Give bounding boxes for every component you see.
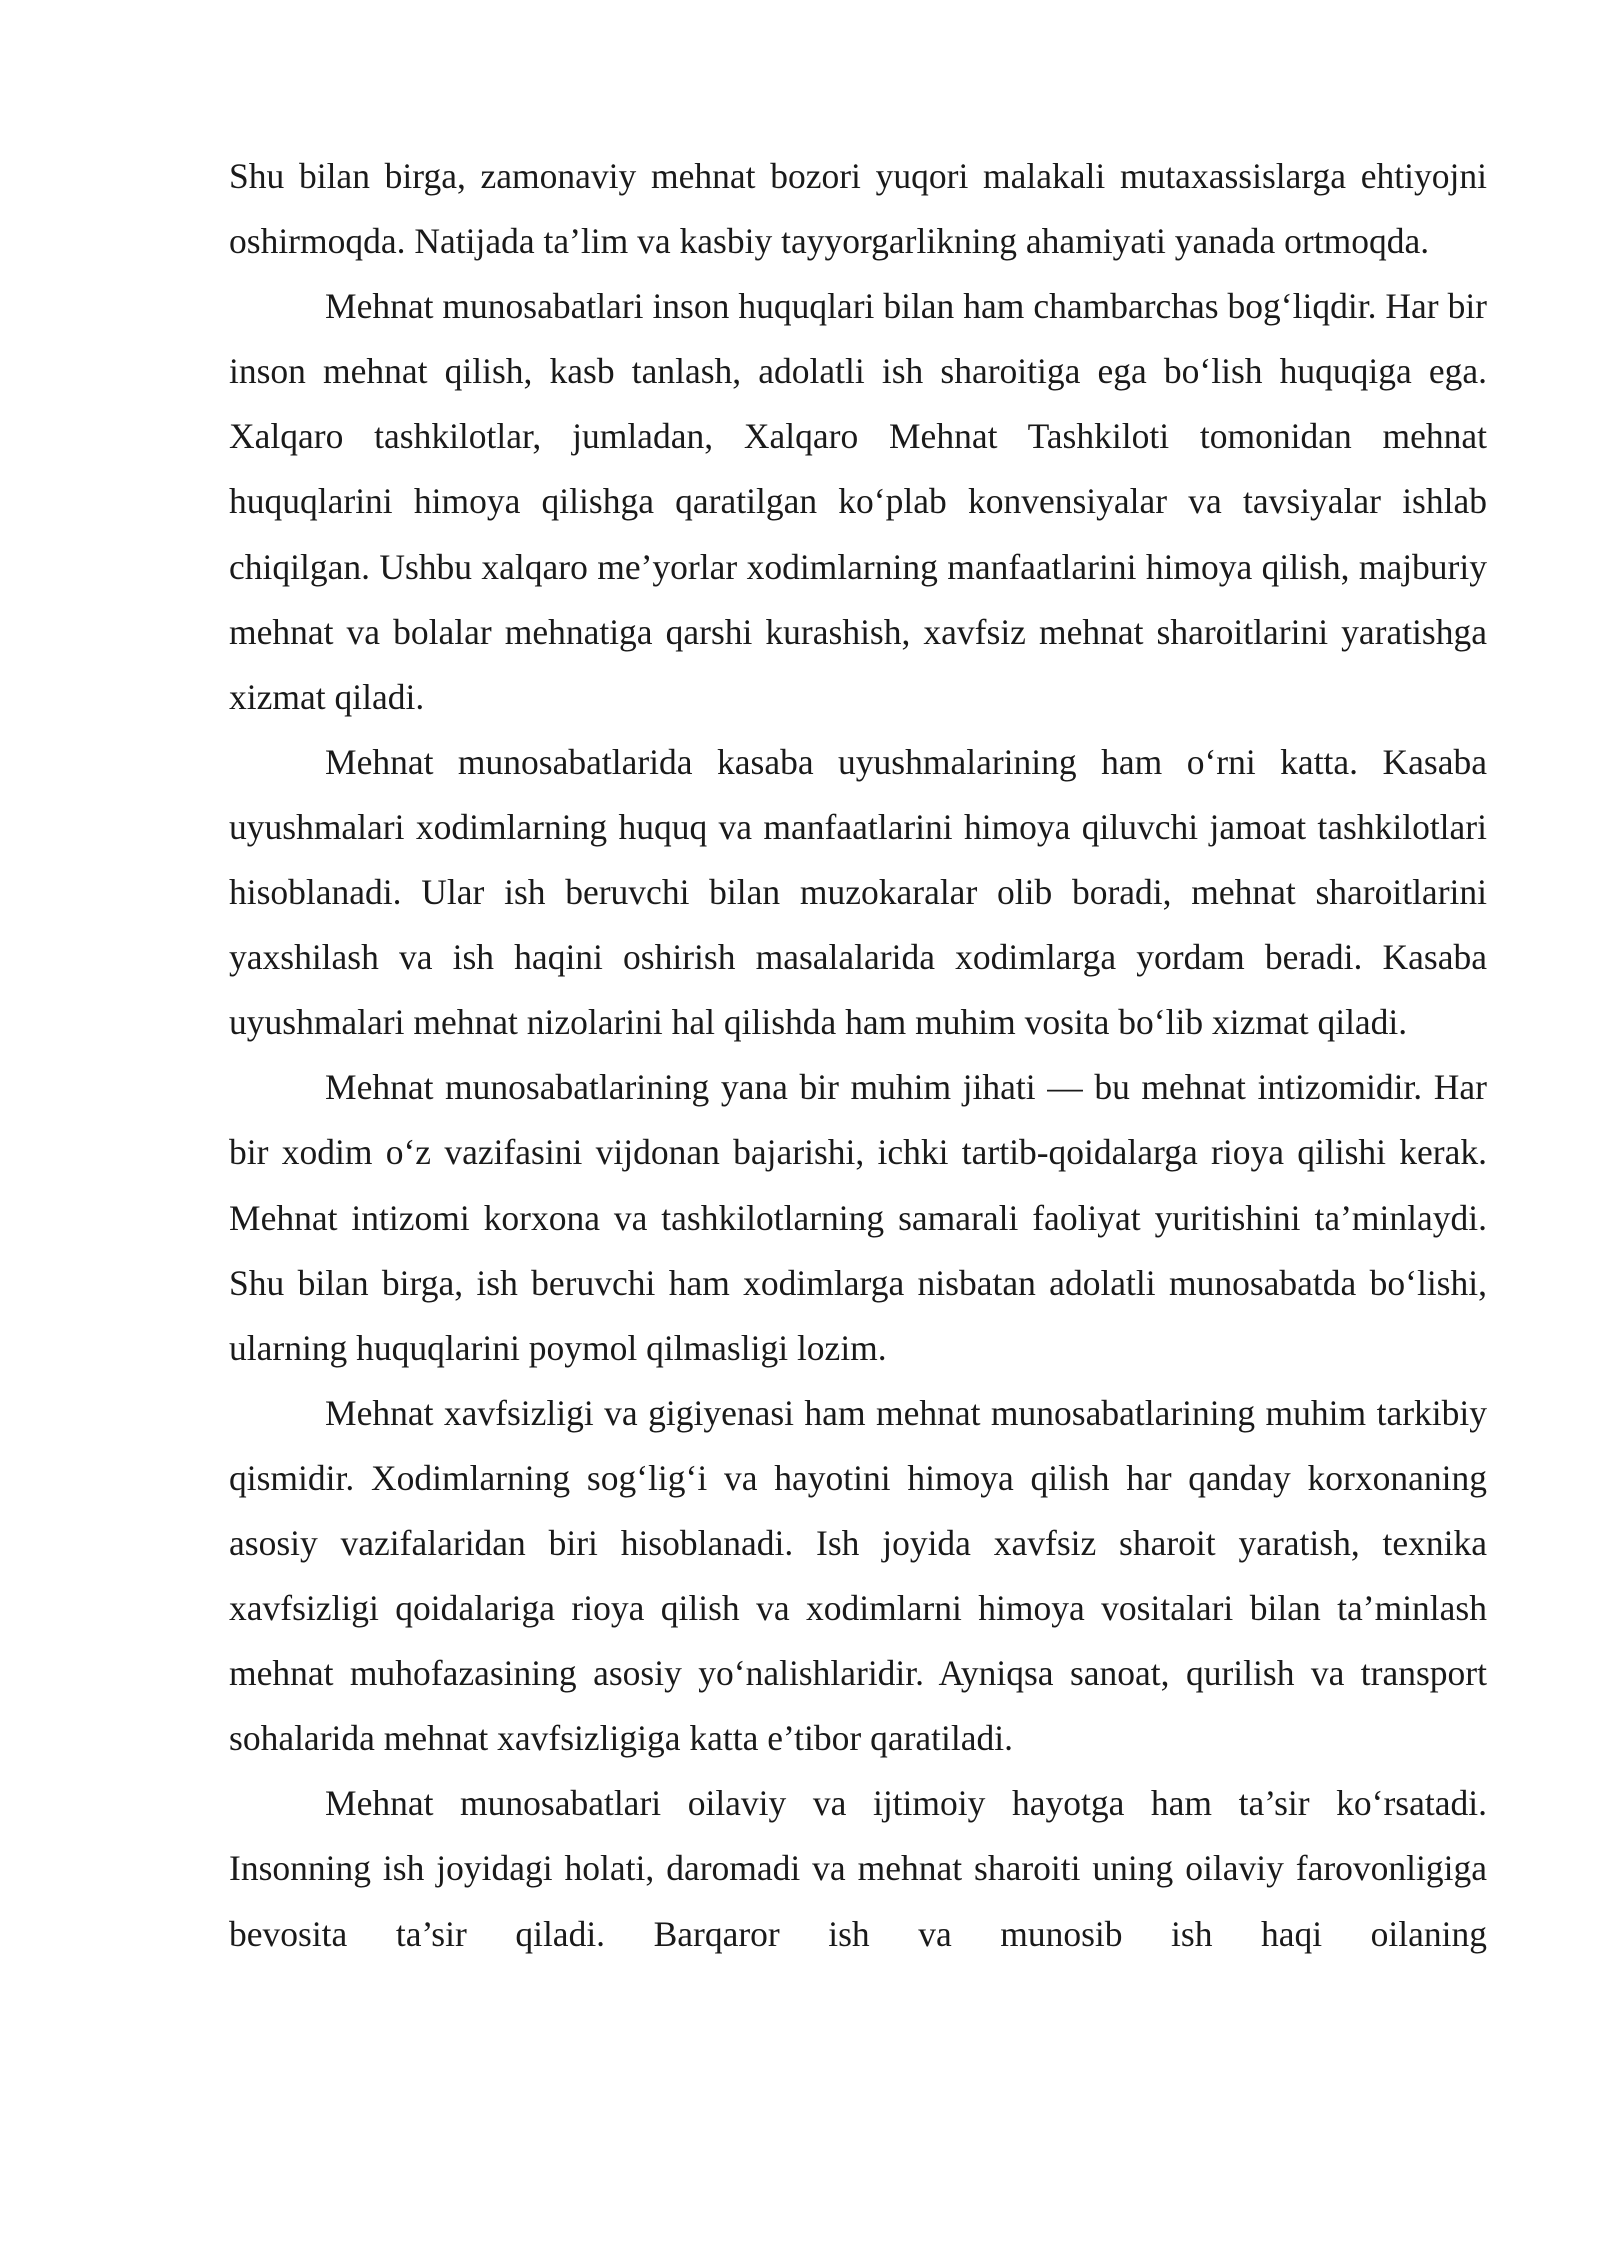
paragraph-2: Mehnat munosabatlari inson huquqlari bilan ham chambarchas bog‘liqdir. Har bir inson mehnat qilish, kasb tanlash, adolatli ish sharoitiga ega bo‘lish huquqiga ega. Xalqaro tashkilotlar, jumladan, Xalqaro Mehnat Tashkiloti tomonidan mehnat huquqlarini himoya qilishga qaratilgan ko‘plab konvensiyalar va tavsiyalar ishlab chiqilgan. Ushbu xalqaro me’yorlar xodimlarning manfaatlarini himoya qilish, majburiy mehnat va bolalar mehnatiga qarshi kurashish, xavfsiz mehnat sharoitlarini yaratishga xizmat qiladi. — [229, 286, 1487, 717]
paragraph-1: Shu bilan birga, zamonaviy mehnat bozori yuqori malakali mutaxassislarga ehtiyojni oshirmoqda. Natijada ta’lim va kasbiy tayyorgarlikning ahamiyati yanada ortmoqda. — [229, 156, 1487, 262]
document-body — [229, 144, 1487, 1967]
paragraph-4: Mehnat munosabatlarining yana bir muhim jihati — bu mehnat intizomidir. Har bir xodim o‘z vazifasini vijdonan bajarishi, ichki tartib-qoidalarga rioya qilishi kerak. Mehnat intizomi korxona va tashkilotlarning samarali faoliyat yuritishini ta’minlaydi. Shu bilan birga, ish beruvchi ham xodimlarga nisbatan adolatli munosabatda bo‘lishi, ularning huquqlarini poymol qilmasligi lozim. — [229, 1067, 1487, 1368]
paragraph-5: Mehnat xavfsizligi va gigiyenasi ham mehnat munosabatlarining muhim tarkibiy qismidir. Xodimlarning sog‘lig‘i va hayotini himoya qilish har qanday korxonaning asosiy vazifalaridan biri hisoblanadi. Ish joyida xavfsiz sharoit yaratish, texnika xavfsizligi qoidalariga rioya qilish va xodimlarni himoya vositalari bilan ta’minlash mehnat muhofazasining asosiy yo‘nalishlaridir. Ayniqsa sanoat, qurilish va transport sohalarida mehnat xavfsizligiga katta e’tibor qaratiladi. — [229, 1392, 1487, 1759]
paragraph-6: Mehnat munosabatlari oilaviy va ijtimoiy hayotga ham ta’sir ko‘rsatadi. Insonning ish joyidagi holati, daromadi va mehnat sharoiti uning oilaviy farovonligiga bevosita ta’sir qiladi. Barqaror ish va munosib ish haqi oilaning — [229, 1783, 1487, 1954]
paragraph-3: Mehnat munosabatlarida kasaba uyushmalarining ham o‘rni katta. Kasaba uyushmalari xodimlarning huquq va manfaatlarini himoya qiluvchi jamoat tashkilotlari hisoblanadi. Ular ish beruvchi bilan muzokaralar olib boradi, mehnat sharoitlarini yaxshilash va ish haqini oshirish masalalarida xodimlarga yordam beradi. Kasaba uyushmalari mehnat nizolarini hal qilishda ham muhim vosita bo‘lib xizmat qiladi. — [229, 741, 1487, 1043]
